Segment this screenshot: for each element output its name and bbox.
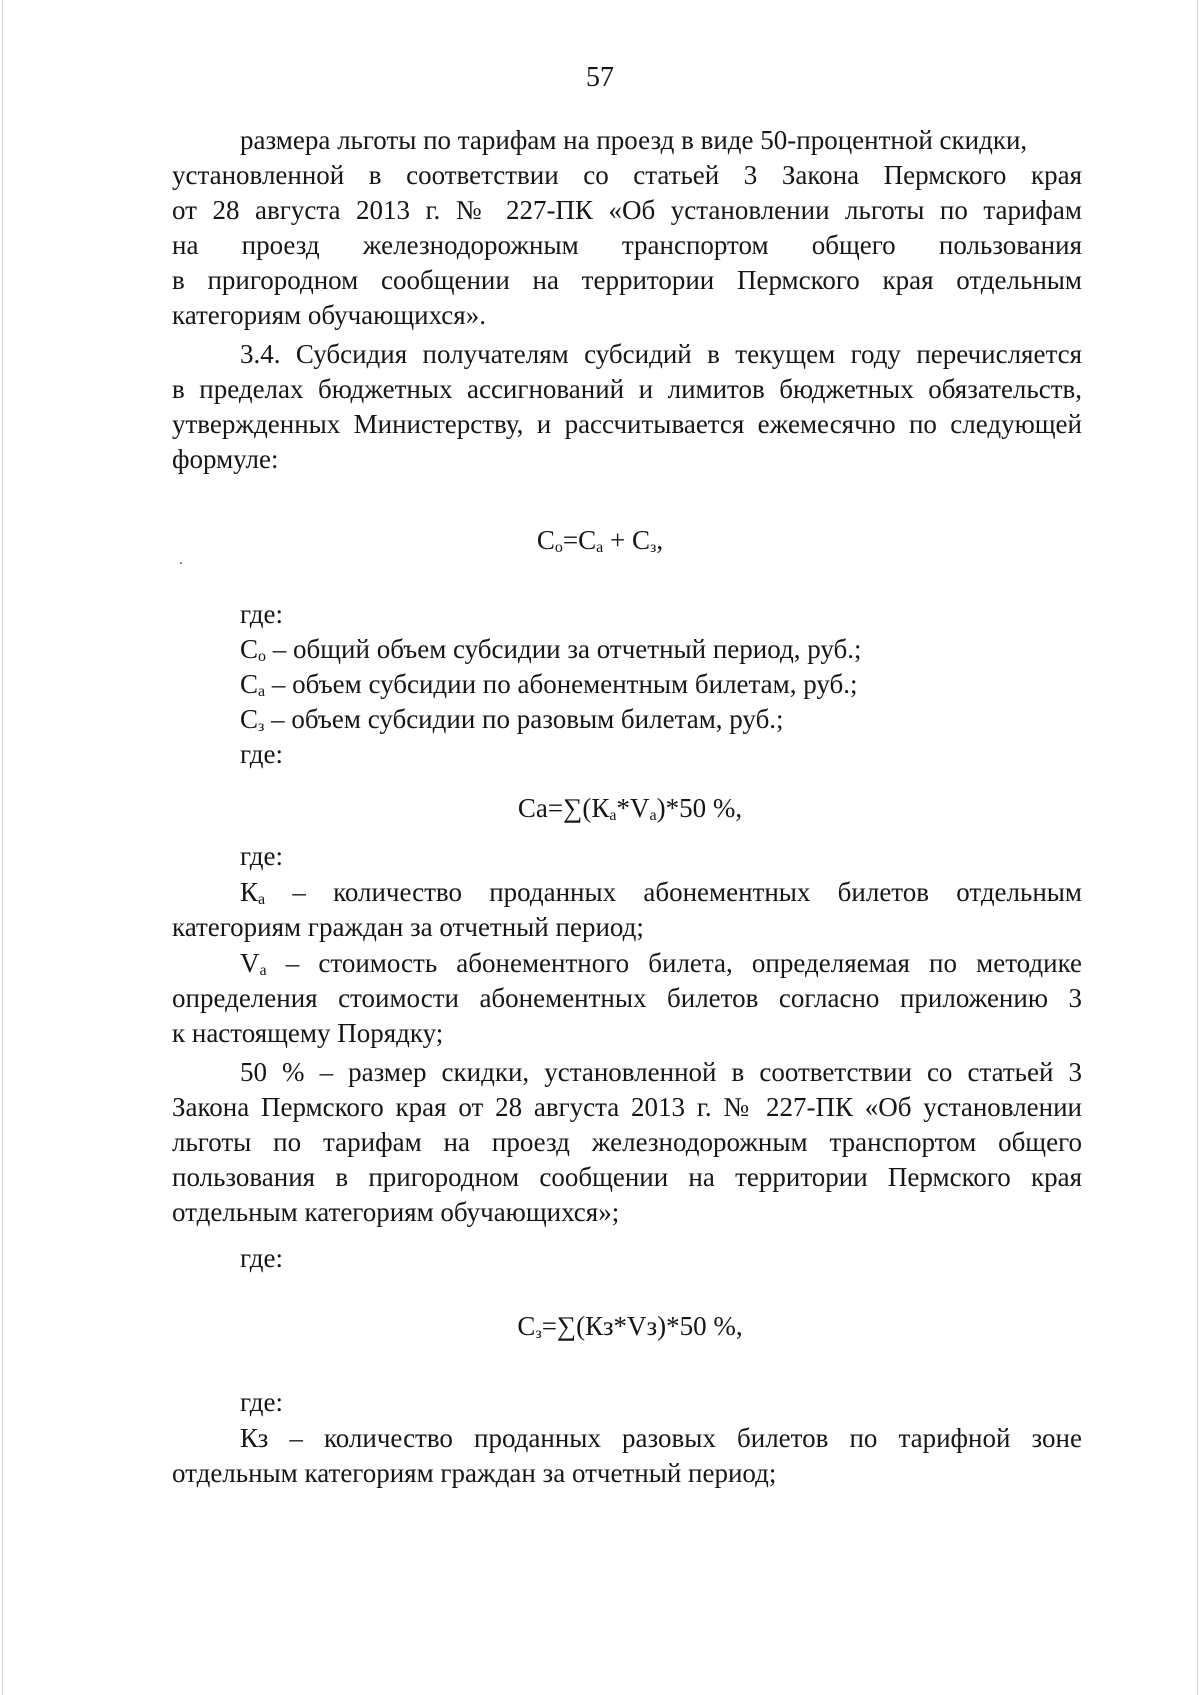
formula-symbol: С (632, 525, 651, 555)
formula-symbol: V (240, 948, 260, 978)
formula-subscript: з (535, 1325, 542, 1342)
definition-co (240, 631, 861, 667)
text-line: установленной в соответствии со статьей 3 Закона Пермского края (172, 160, 1082, 190)
definition-ca (240, 666, 858, 702)
scan-edge-right (1197, 0, 1198, 1695)
formula-subscript: а (596, 539, 604, 556)
definition-kz: Кз – количество проданных разовых билетов по тарифной зоне (240, 1423, 1082, 1453)
text-line: Закона Пермского края от 28 августа 2013 г. № 227-ПК «Об установлении (172, 1092, 1082, 1122)
definition-ka (240, 874, 1082, 910)
definition-cz (240, 701, 784, 737)
formula-subscript: о (554, 539, 563, 556)
formula-operator: = (562, 525, 579, 555)
formula-subscript: о (258, 648, 267, 665)
scan-speck (180, 562, 182, 564)
text-line: определения стоимости абонементных билетов согласно приложению 3 (172, 983, 1082, 1013)
formula-part: )*50 %, (656, 793, 743, 823)
formula-subscript: а (258, 683, 266, 700)
formula-symbol: С (578, 525, 597, 555)
formula-subscript: а (259, 962, 267, 979)
text-line: где: (240, 739, 283, 769)
text-line: 3.4. Субсидия получателям субсидий в текущем году перечисляется (240, 339, 1082, 369)
text-line: 50 % – размер скидки, установленной в соответствии со статьей 3 (240, 1057, 1082, 1087)
formula-part: Са=∑( (517, 793, 592, 823)
page-number: 57 (586, 62, 614, 93)
scan-edge-left (2, 0, 3, 1695)
formula-symbol: К (591, 793, 610, 823)
definition-text: – объем субсидии по абонементным билетам, руб.; (265, 669, 858, 699)
text-line: от 28 августа 2013 г. № 227-ПК «Об установлении льготы по тарифам (172, 195, 1082, 225)
formula-operator: * (616, 793, 630, 823)
definition-va (240, 945, 1082, 981)
formula-symbol: С (240, 669, 259, 699)
formula-total-subsidy (0, 520, 1200, 560)
text-line: категориям граждан за отчетный период; (172, 912, 644, 942)
formula-subscript: з (258, 718, 265, 735)
text-line: отдельным категориям обучающихся»; (172, 1197, 620, 1227)
definition-text: – количество проданных абонементных билетов отдельным (265, 877, 1082, 907)
text-line: пользования в пригородном сообщении на территории Пермского края (172, 1162, 1082, 1192)
text-line: к настоящему Порядку; (172, 1018, 444, 1048)
formula-punctuation: , (656, 525, 664, 555)
text-line: где: (240, 1387, 283, 1417)
text-line: где: (240, 841, 283, 871)
formula-single-ticket-subsidy (30, 1306, 1200, 1346)
formula-symbol: С (240, 704, 259, 734)
formula-subscription-subsidy (30, 788, 1200, 828)
text-line: размера льготы по тарифам на проезд в виде 50-процентной скидки, (240, 125, 1028, 155)
formula-part: =∑(Кз*Vз)*50 %, (541, 1311, 743, 1341)
formula-symbol: С (240, 634, 259, 664)
formula-symbol: С (536, 525, 555, 555)
text-line: в пригородном сообщении на территории Пермского края отдельным (172, 265, 1082, 295)
formula-operator: + (603, 525, 632, 555)
formula-subscript: з (650, 539, 657, 556)
text-line: формуле: (172, 444, 279, 474)
formula-subscript: а (258, 891, 266, 908)
formula-symbol: С (517, 1311, 536, 1341)
definition-text: – объем субсидии по разовым билетам, руб.; (264, 704, 784, 734)
text-line: в пределах бюджетных ассигнований и лимитов бюджетных обязательств, (172, 374, 1082, 404)
text-line: на проезд железнодорожным транспортом общего пользования (172, 230, 1082, 260)
text-line: где: (240, 1243, 283, 1273)
text-line: льготы по тарифам на проезд железнодорожным транспортом общего (172, 1127, 1082, 1157)
text-line: где: (240, 599, 283, 629)
text-line: категориям обучающихся». (172, 300, 486, 330)
definition-text: – общий объем субсидии за отчетный период, руб.; (266, 634, 862, 664)
formula-symbol: V (630, 793, 650, 823)
formula-subscript: а (649, 807, 657, 824)
definition-text: – стоимость абонементного билета, определяемая по методике (266, 948, 1082, 978)
formula-subscript: а (609, 807, 617, 824)
text-line: утвержденных Министерству, и рассчитывается ежемесячно по следующей (172, 409, 1082, 439)
formula-symbol: К (240, 877, 259, 907)
text-line: отдельным категориям граждан за отчетный период; (172, 1458, 777, 1488)
